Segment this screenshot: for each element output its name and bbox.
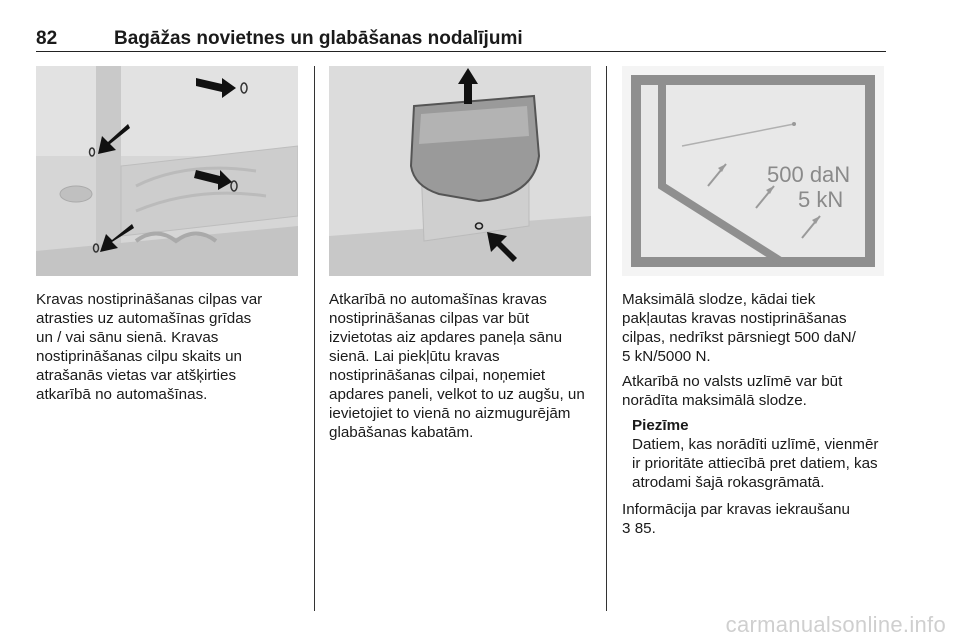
text-line: atkarībā no automašīnas.: [36, 386, 208, 403]
figure-trim-panel: [329, 66, 591, 276]
reference-page: 85.: [634, 520, 656, 537]
page-header: [36, 24, 886, 52]
text-line: atrašanās vietas var atšķirties: [36, 367, 237, 384]
paragraph: [622, 500, 892, 538]
text-line: sienā. Lai piekļūtu kravas: [329, 348, 500, 365]
text-line: Kravas nostiprināšanas cilpas var: [36, 291, 263, 308]
load-label-top: 500 daN: [767, 162, 851, 187]
note-line: atrodami šajā rokasgrāmatā.: [632, 474, 825, 491]
column-3-text: [622, 290, 892, 544]
figure-load-label: [622, 66, 884, 276]
text-line: Maksimālā slodze, kādai tiek: [622, 291, 816, 308]
text-line: izvietotas aiz apdares paneļa sānu: [329, 329, 563, 346]
text-line: pakļautas kravas nostiprināšanas: [622, 310, 847, 327]
column-1-text: [36, 290, 306, 410]
van-interior-illustration: [36, 66, 298, 276]
figure-lashing-eyes-wall: [36, 66, 298, 276]
text-line: apdares paneli, velkot to uz augšu, un: [329, 386, 585, 403]
header-rule: [36, 51, 886, 52]
reference-arrow-icon: 3: [622, 520, 631, 537]
paragraph: [622, 290, 892, 366]
text-line: atrasties uz automašīnas grīdas: [36, 310, 252, 327]
text-line: nostiprināšanas cilpai, noņemiet: [329, 367, 546, 384]
note-title: Piezīme: [632, 417, 689, 434]
text-line: nostiprināšanas cilpas var būt: [329, 310, 530, 327]
column-2-text: [329, 290, 599, 448]
column-divider-1: [314, 66, 315, 611]
load-label-illustration: [622, 66, 884, 276]
note-box: [632, 416, 892, 492]
note-line: ir prioritāte attiecībā pret datiem, kas: [632, 455, 878, 472]
text-line: ievietojiet to vienā no aizmugurējām: [329, 405, 571, 422]
trim-panel-illustration: [329, 66, 591, 276]
paragraph: [329, 290, 599, 442]
watermark: carmanualsonline.info: [725, 612, 946, 637]
text-line: Atkarībā no valsts uzlīmē var būt: [622, 373, 843, 390]
load-label-bottom: 5 kN: [798, 187, 844, 212]
page-title: Bagāžas novietnes un glabāšanas nodalījumi: [114, 28, 523, 49]
text-line: Atkarībā no automašīnas kravas: [329, 291, 547, 308]
text-line: glabāšanas kabatām.: [329, 424, 474, 441]
page-number: 82: [36, 28, 58, 49]
note-line: Datiem, kas norādīti uzlīmē, vienmēr: [632, 436, 879, 453]
text-line: Informācija par kravas iekraušanu: [622, 501, 850, 518]
text-line: 5 kN/5000 N.: [622, 348, 711, 365]
text-line: norādīta maksimālā slodze.: [622, 392, 807, 409]
text-line: cilpas, nedrīkst pārsniegt 500 daN/: [622, 329, 856, 346]
text-line: nostiprināšanas cilpu skaits un: [36, 348, 242, 365]
paragraph: [36, 290, 306, 404]
page-reference[interactable]: [622, 519, 892, 538]
paragraph: [622, 372, 892, 410]
column-divider-2: [606, 66, 607, 611]
text-line: un / vai sānu sienā. Kravas: [36, 329, 219, 346]
